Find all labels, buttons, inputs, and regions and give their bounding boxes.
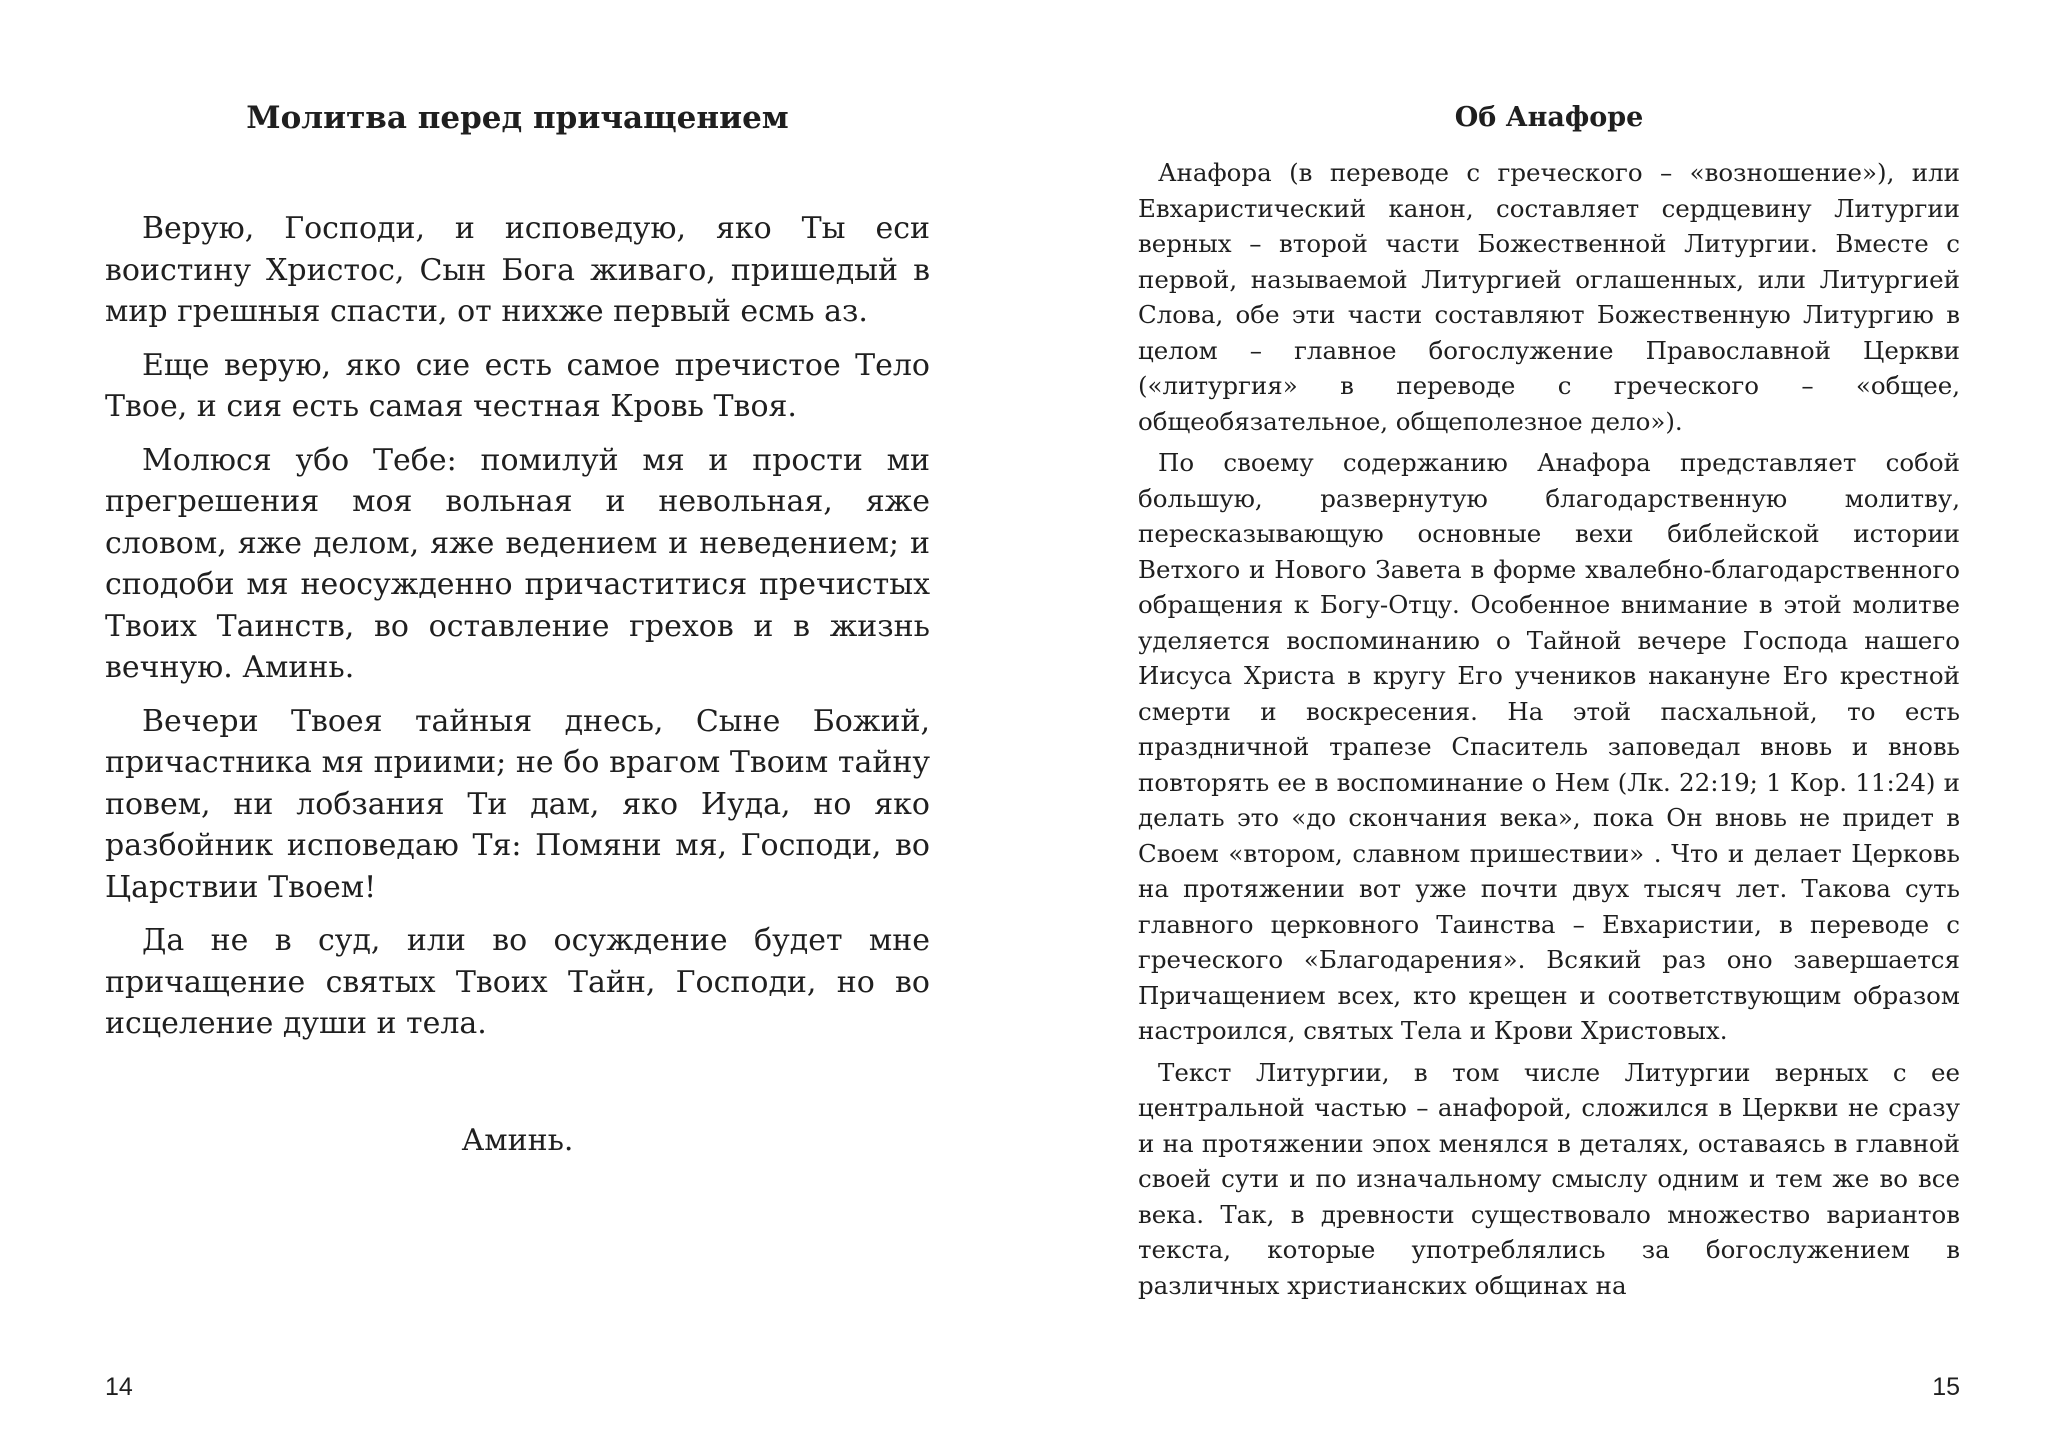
article-paragraph: По своему содержанию Анафора представляет собой большую, развернутую благодарственную молитву, пересказывающую основные вехи библейской истории Ветхого и Нового Завета в форме хвалебно-благодарственного обращения к Богу-Отцу. Особенное внимание в этой молитве уделяется воспоминанию о Тайной вечере Господа нашего Иисуса Христа в кругу Его учеников накануне Его крестной смерти и воскресения. На этой пасхальной, то есть праздничной трапезе Спаситель заповедал вновь и вновь повторять ее в воспоминание о Нем (Лк. 22:19; 1 Кор. 11:24) и делать это «до скончания века», пока Он вновь не придет в Своем «втором, славном пришествии» . Что и делает Церковь на протяжении вот уже почти двух тысяч лет. Такова суть главного церковного Таинства – Евхаристии, в переводе с греческого «Благодарения». Всякий раз оно завершается Причащением всех, кто крещен и соответствующим образом настроился, святых Тела и Крови Христовых. bbox=[1138, 448, 1960, 1045]
page-number-right: 15 bbox=[1932, 1373, 1960, 1401]
page-number-left: 14 bbox=[105, 1373, 133, 1401]
article-paragraph: Текст Литургии, в том числе Литургии верных с ее центральной частью – анафорой, сложился в Церкви не сразу и на протяжении эпох менялся в деталях, оставаясь в главной своей сути и по изначальному смыслу одним и тем же во все века. Так, в древности существовало множество вариантов текста, которые употреблялись за богослужением в различных христианских общинах на bbox=[1138, 1057, 1960, 1300]
prayer-paragraph: Вечери Твоея тайныя днесь, Сыне Божий, причастника мя приими; не бо врагом Твоим тайну повем, ни лобзания Ти дам, яко Иуда, но яко разбойник исповедаю Тя: Помяни мя, Господи, во Царствии Твоем! bbox=[105, 703, 930, 905]
prayer-title: Молитва перед причащением bbox=[246, 100, 789, 136]
article-body bbox=[1138, 155, 1960, 1309]
prayer-paragraph: Верую, Господи, и исповедую, яко Ты еси воистину Христос, Сын Бога живаго, пришедый в мир грешныя спасти, от нихже первый есмь аз. bbox=[105, 211, 930, 329]
left-page bbox=[105, 0, 930, 1453]
prayer-body bbox=[105, 208, 930, 1057]
prayer-closing: Аминь. bbox=[461, 1123, 574, 1158]
right-page bbox=[1138, 0, 1960, 1453]
prayer-paragraph: Молюся убо Тебе: помилуй мя и прости ми прегрешения моя вольная и невольная, яже словом, яже делом, яже ведением и неведением; и сподоби мя неосужденно причаститися пречистых Твоих Таинств, во оставление грехов и в жизнь вечную. Аминь. bbox=[105, 442, 930, 685]
article-paragraph: Анафора (в переводе с греческого – «возношение»), или Евхаристический канон, составляет сердцевину Литургии верных – второй части Божественной Литургии. Вместе с первой, называемой Литургией оглашенных, или Литургией Слова, обе эти части составляют Божественную Литургию в целом – главное богослужение Православной Церкви («литургия» в переводе с греческого – «общее, общеобязательное, общеполезное дело»). bbox=[1138, 158, 1960, 436]
prayer-paragraph: Еще верую, яко сие есть самое пречистое Тело Твое, и сия есть самая честная Кровь Твоя. bbox=[105, 347, 930, 424]
prayer-paragraph: Да не в суд, или во осуждение будет мне причащение святых Твоих Тайн, Господи, но во исцеление души и тела. bbox=[105, 923, 930, 1041]
article-title: Об Анафоре bbox=[1454, 102, 1644, 133]
